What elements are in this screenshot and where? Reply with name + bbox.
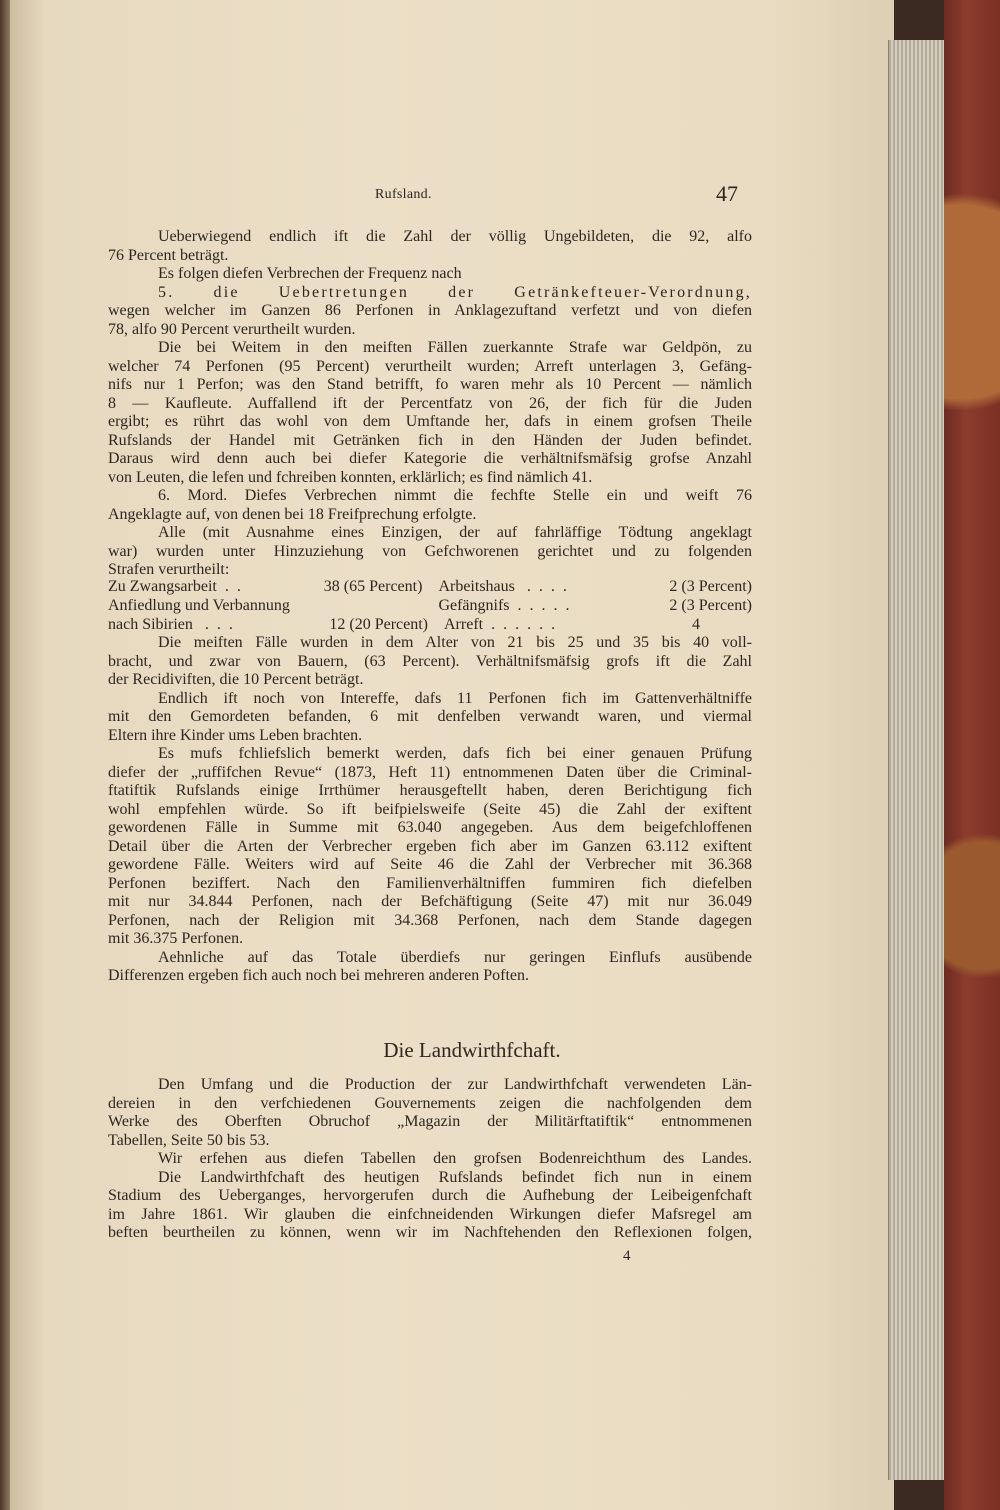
text-line: 76 Percent beträgt. (108, 246, 229, 264)
text-line: Werke des Oberften Obruchof „Magazin der Militärftatiftik“ entnommenen (108, 1113, 752, 1130)
penalty-table (108, 578, 752, 634)
page-number: 47 (716, 181, 738, 206)
table-cell: Arreft . . . . . . (444, 615, 556, 633)
text-line: Daraus wird denn auch bei diefer Kategorie die verhältnifsmäfsig grofse Anzahl (108, 450, 752, 467)
table-cell: 12 (20 Percent) (329, 615, 428, 633)
table-row (108, 616, 752, 635)
table-row (108, 578, 752, 597)
text-line: 8 — Kaufleute. Auffallend ift der Percentfatz von 26, der fich für die Juden (108, 394, 752, 412)
text-line: Rufslands der Handel mit Getränken fich in den Händen der Juden befindet. (108, 431, 752, 449)
text-line: Die bei Weitem in den meiften Fällen zuerkannte Strafe war Geldpön, zu (158, 339, 752, 356)
text-line: war) wurden unter Hinzuziehung von Gefchworenen gerichtet und zu folgenden (108, 542, 752, 560)
running-title: Rufsland. (375, 187, 432, 202)
signature-mark: 4 (623, 1248, 631, 1264)
text-line: Aehnliche auf das Totale überdiefs nur geringen Einflufs ausübende (158, 948, 752, 966)
text-line: welcher 74 Perfonen (95 Percent) verurtheilt wurden; Arreft unterlagen 3, Gefäng- (108, 357, 752, 375)
text-block-agriculture (108, 1076, 752, 1243)
text-line: Eltern ihre Kinder ums Leben brachten. (108, 726, 363, 744)
text-line: gewordenen Fälle in Summe mit 63.040 angegeben. Aus dem beigefchloffenen (108, 819, 752, 836)
text-line: mit nur 34.844 Perfonen, nach der Befchäftigung (Seite 47) mit nur 36.049 (108, 893, 752, 910)
text-block-crime-statistics (108, 228, 752, 580)
table-cell: nach Sibirien . . . (108, 615, 233, 633)
table-cell: Arbeitshaus . . . . (438, 578, 567, 595)
text-block-murder-statistics (108, 634, 752, 986)
table-cell: 4 (692, 615, 752, 633)
text-line: gewordene Fälle. Weiters wird auf Seite 46 die Zahl der Verbrecher mit 36.368 (108, 856, 752, 873)
text-line: 5. die Uebertretungen der Getränkefteuer-Verordnung, (158, 283, 752, 301)
page-stack-edge (888, 40, 949, 1480)
text-line: ftatiftik Rufslands einige Irrthümer herausgeftellt haben, deren Berichtigung fich (108, 782, 752, 799)
text-line: dereien in den verfchiedenen Gouvernements zeigen die nachfolgenden dem (108, 1094, 752, 1112)
text-line: 6. Mord. Diefes Verbrechen nimmt die fechfte Stelle ein und weift 76 (158, 487, 752, 504)
text-line: Strafen verurtheilt: (108, 561, 230, 578)
text-line: ergibt; es rührt das wohl von dem Umftande her, dafs in einem grofsen Theile (108, 413, 752, 430)
text-line: Ueberwiegend endlich ift die Zahl der völlig Ungebildeten, die 92, alfo (158, 228, 752, 245)
text-line: Endlich ift noch von Intereffe, dafs 11 Perfonen fich im Gattenverhältniffe (158, 689, 752, 707)
section-heading: Die Landwirthfchaft. (383, 1038, 561, 1062)
table-cell: Zu Zwangsarbeit . . (108, 578, 241, 595)
text-line: Perfonen, nach der Religion mit 34.368 Perfonen, nach dem Stande dagegen (108, 911, 752, 929)
text-line: Detail über die Arten der Verbrecher ergeben fich aber im Ganzen 63.112 exiftent (108, 837, 752, 855)
text-line: im Jahre 1861. Wir glauben die einfchneidenden Wirkungen diefer Mafsregel am (108, 1205, 752, 1223)
text-line: diefer der „ruffifchen Revue“ (1873, Heft 11) entnommenen Daten über die Criminal- (108, 763, 752, 781)
table-cell: Anfiedlung und Verbannung (108, 596, 290, 614)
text-line: Differenzen ergeben fich auch noch bei mehreren anderen Poften. (108, 967, 529, 984)
text-line: Es mufs fchliefslich bemerkt werden, dafs fich bei einer genauen Prüfung (158, 745, 752, 762)
text-line: wohl empfehlen würde. So ift beifpielsweife (Seite 45) die Zahl der exiftent (108, 800, 752, 818)
text-line: Die meiften Fälle wurden in dem Alter von 21 bis 25 und 35 bis 40 voll- (158, 634, 752, 651)
text-line: Angeklagte auf, von denen bei 18 Freifprechung erfolgte. (108, 505, 477, 523)
text-line: 78, alfo 90 Percent verurtheilt wurden. (108, 320, 356, 338)
text-line: mit 36.375 Perfonen. (108, 930, 244, 947)
text-line: Tabellen, Seite 50 bis 53. (108, 1131, 270, 1149)
text-line: Wir erfehen aus diefen Tabellen den grofsen Bodenreichthum des Landes. (158, 1150, 752, 1167)
table-cell (319, 597, 430, 616)
text-line: bracht, und zwar von Bauern, (63 Percent). Verhältnifsmäfsig grofs ift die Zahl (108, 652, 752, 670)
text-line: von Leuten, die lefen und fchreiben konnten, erklärlich; es find nämlich 41. (108, 468, 593, 486)
marbled-cover (944, 0, 1000, 1510)
text-line: Es folgen diefen Verbrechen der Frequenz nach (158, 265, 462, 282)
table-cell: 2 (3 Percent) (669, 596, 752, 614)
text-line: nifs nur 1 Perfon; was den Stand betrifft, fo waren mehr als 10 Percent — nämlich (108, 376, 752, 393)
text-line: der Recidiviften, die 10 Percent beträgt. (108, 671, 364, 688)
text-line: Stadium des Ueberganges, hervorgerufen durch die Aufhebung der Leibeigenfchaft (108, 1187, 752, 1204)
text-line: mit den Gemordeten befanden, 6 mit denfelben verwandt waren, und viermal (108, 708, 752, 725)
text-line: Den Umfang und die Production der zur Landwirthfchaft verwendeten Län- (158, 1076, 752, 1093)
text-line: wegen welcher im Ganzen 86 Perfonen in Anklagezuftand verfetzt und von diefen (108, 302, 752, 319)
text-line: Alle (mit Ausnahme eines Einzigen, der auf fahrläffige Tödtung angeklagt (158, 524, 752, 541)
table-cell: 2 (3 Percent) (669, 578, 752, 595)
table-row (108, 597, 752, 616)
table-cell: Gefängnifs . . . . . (438, 596, 570, 614)
text-line: Die Landwirthfchaft des heutigen Rufslands befindet fich nun in einem (158, 1168, 752, 1186)
table-cell: 38 (65 Percent) (323, 578, 423, 595)
text-line: Perfonen beziffert. Nach den Familienverhältniffen fummiren fich diefelben (108, 874, 752, 892)
text-line: beften beurtheilen zu können, wenn wir im Nachftehenden den Reflexionen folgen, (108, 1224, 752, 1241)
